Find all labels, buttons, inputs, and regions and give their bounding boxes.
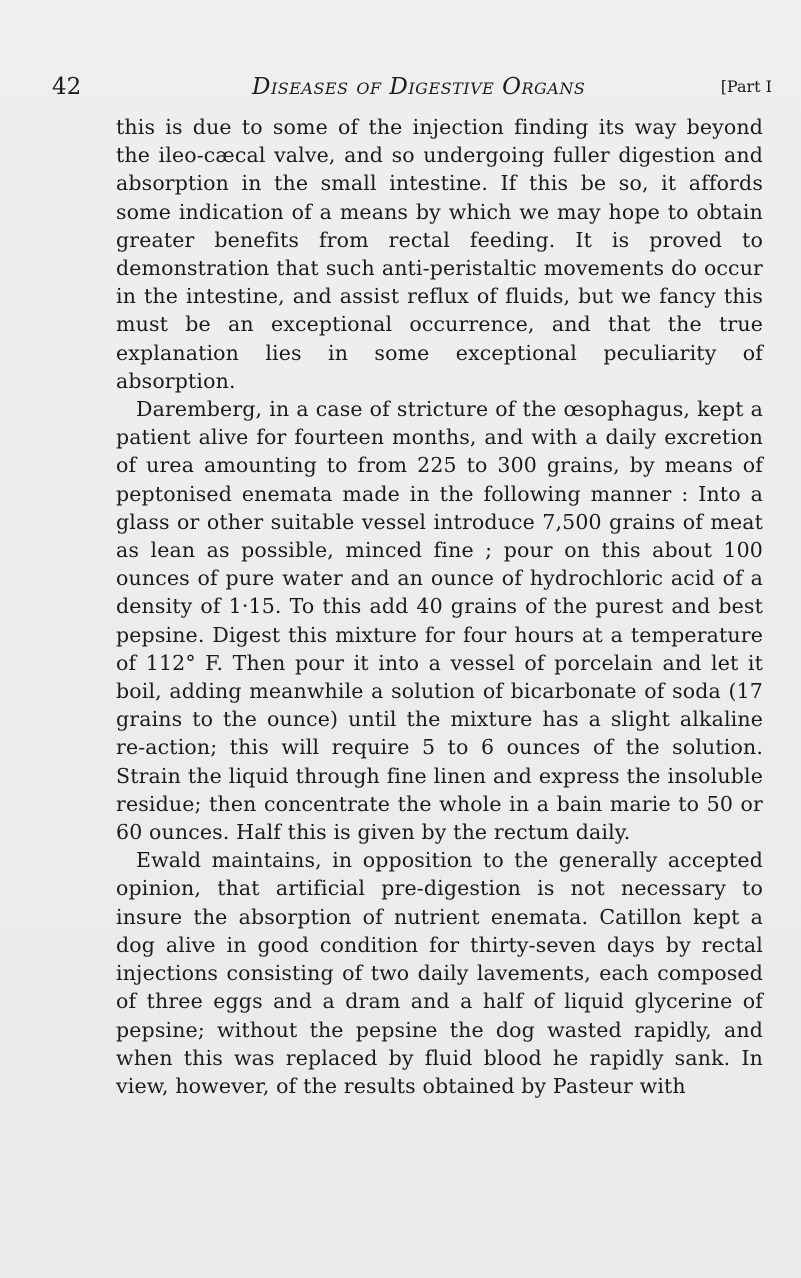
body-text bbox=[116, 113, 763, 1100]
paragraph-ewald: Ewald maintains, in opposition to the generally accepted opinion, that artificial pre-digestion is not necessary to insure the absorption of nutrient enemata. Catillon kept a dog alive in good condition for thirty-seven days by rectal injections consisting of two daily lavements, each composed of three eggs and a dram and a half of liquid glycerine of pepsine; without the pepsine the dog wasted rapidly, and when this was replaced by fluid blood he rapidly sank. In view, however, of the results obtained by Pasteur with bbox=[116, 848, 763, 1098]
paragraph-continuation: this is due to some of the injection finding its way beyond the ileo-cæcal valve, and so undergoing fuller digestion and absorption in the small intestine. If this be so, it affords some indication of a means by which we may hope to obtain greater benefits from rectal feeding. It is proved to demonstration that such anti-peristaltic movements do occur in the intestine, and assist reflux of fluids, but we fancy this must be an exceptional occurrence, and that the true explanation lies in some exceptional peculiarity of absorption. bbox=[116, 115, 763, 393]
paragraph-daremberg: Daremberg, in a case of stricture of the œsophagus, kept a patient alive for fourteen months, and with a daily excretion of urea amounting to from 225 to 300 grains, by means of peptonised enemata made in the following manner : Into a glass or other suitable vessel introduce 7,500 grains of meat as lean as possible, minced fine ; pour on this about 100 ounces of pure water and an ounce of hydrochloric acid of a density of 1·15. To this add 40 grains of the purest and best pepsine. Digest this mixture for four hours at a temperature of 112° F. Then pour it into a vessel of porcelain and let it boil, adding meanwhile a solution of bicarbonate of soda (17 grains to the ounce) until the mixture has a slight alkaline re-action; this will require 5 to 6 ounces of the solution. Strain the liquid through fine linen and express the insoluble residue; then concentrate the whole in a bain marie to 50 or 60 ounces. Half this is given by the rectum daily. bbox=[116, 397, 763, 845]
part-label: [Part I bbox=[720, 77, 772, 96]
running-head bbox=[52, 70, 772, 104]
page-number: 42 bbox=[52, 74, 82, 100]
running-title: Diseases of Digestive Organs bbox=[252, 74, 586, 100]
